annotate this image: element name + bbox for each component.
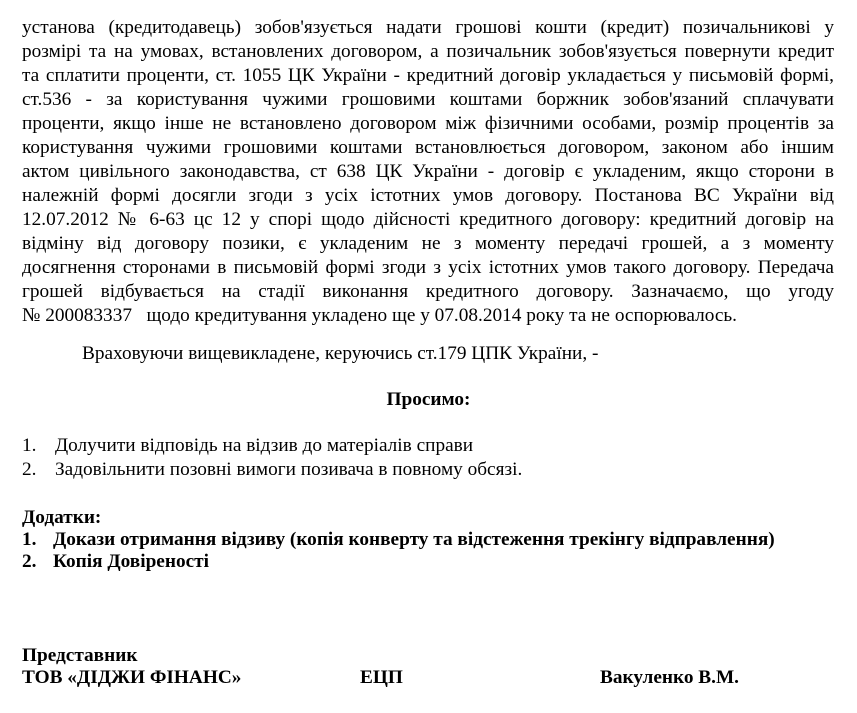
request-text: Долучити відповідь на відзив до матеріалів справи <box>55 435 474 456</box>
attachment-item <box>22 529 775 551</box>
request-heading: Просимо: <box>386 389 471 410</box>
body-line: ст.536 - за користування чужими грошовими коштами боржник зобов'язаний сплачувати <box>22 89 834 110</box>
body-line: відміну від договору позики, є укладеним не з моменту передачі грошей, а з моменту <box>22 233 834 254</box>
body-line-last: № 200083337 щодо кредитування укладено ще у 07.08.2014 року та не оспорювалось. <box>22 305 737 326</box>
signature-name: Вакуленко В.М. <box>600 667 739 688</box>
body-line: грошей відбувається на стадії виконання кредитного договору. Зазначаємо, що угоду <box>22 281 834 302</box>
attachment-text: Докази отримання відзиву (копія конверту та відстеження трекінгу відправлення) <box>53 529 775 550</box>
body-line: актом цивільного законодавства, ст 638 ЦК України - договір є укладеним, якщо сторони в <box>22 161 834 182</box>
attachment-text: Копія Довіреності <box>53 551 209 572</box>
request-number: 2. <box>22 459 37 480</box>
preamble: Враховуючи вищевикладене, керуючись ст.179 ЦПК України, - <box>82 343 599 364</box>
body-line: користування чужими грошовими коштами встановлюється договором, законом або іншим <box>22 137 834 158</box>
signature-company: ТОВ «ДІДЖИ ФІНАНС» <box>22 667 242 688</box>
signature-type: ЕЦП <box>360 667 403 688</box>
attachment-number: 1. <box>22 529 37 550</box>
request-item <box>22 459 522 481</box>
request-text: Задовільнити позовні вимоги позивача в повному обсязі. <box>55 459 523 480</box>
body-line: досягнення сторонами в письмовій формі згоди з усіх істотних умов такого договору. Передача <box>22 257 834 278</box>
attachment-number: 2. <box>22 551 37 572</box>
request-item <box>22 435 473 457</box>
body-line: 12.07.2012 № 6-63 цс 12 у спорі щодо дійсності кредитного договору: кредитний договір на <box>22 209 834 230</box>
body-line: належній формі досягли згоди з усіх істотних умов договору. Постанова ВС України від <box>22 185 834 206</box>
attachments-heading: Додатки: <box>22 507 102 528</box>
body-line: розмірі та на умовах, встановлених договором, а позичальник зобов'язується повернути кредит <box>22 41 834 62</box>
body-line: та сплатити проценти, ст. 1055 ЦК України - кредитний договір укладається у письмовій формі, <box>22 65 834 86</box>
request-number: 1. <box>22 435 37 456</box>
body-line: установа (кредитодавець) зобов'язується надати грошові кошти (кредит) позичальникові у <box>22 17 834 38</box>
signature-role: Представник <box>22 645 138 666</box>
body-line: проценти, якщо інше не встановлено договором між фізичними особами, розмір процентів за <box>22 113 834 134</box>
attachment-item <box>22 551 209 573</box>
